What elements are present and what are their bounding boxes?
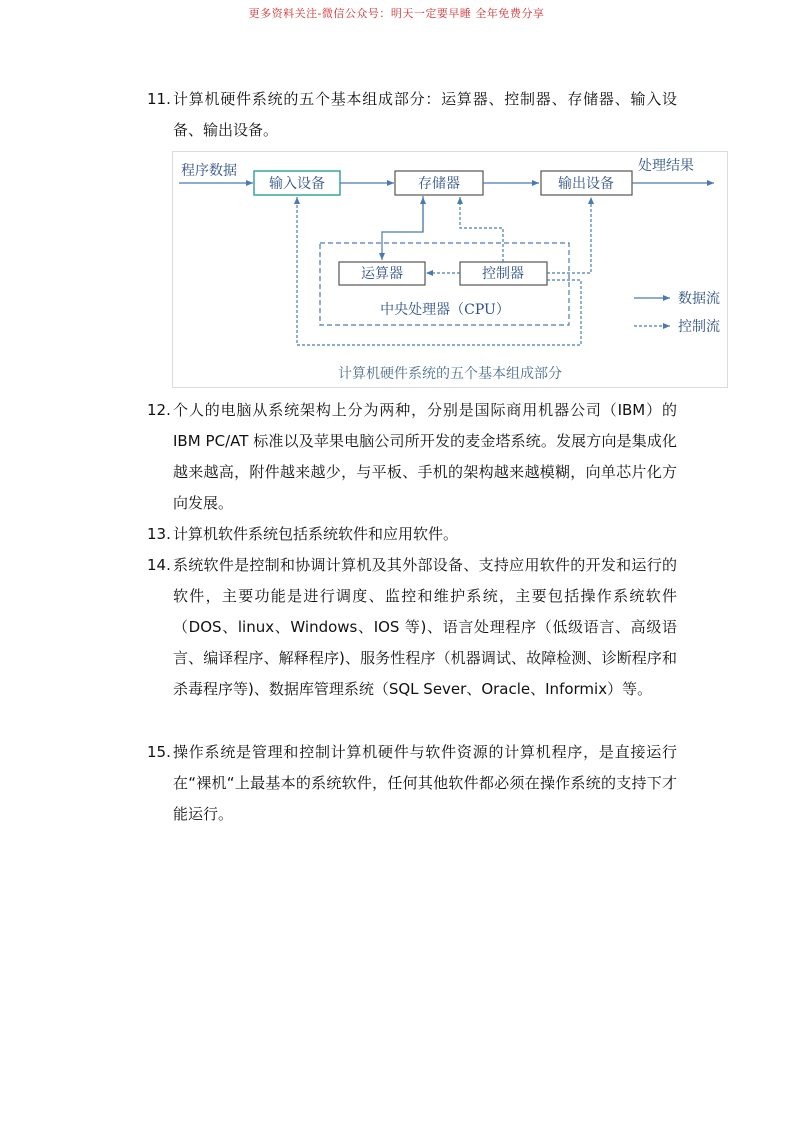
controller-label: 控制器	[482, 266, 524, 282]
item-number: 12.	[147, 401, 171, 419]
item-text: 计算机硬件系统的五个基本组成部分：运算器、控制器、存储器、输入设备、输出设备。	[173, 90, 677, 139]
input-device-label: 输入设备	[269, 176, 325, 192]
item-text: 个人的电脑从系统架构上分为两种，分别是国际商用机器公司（IBM）的 IBM PC/AT 标准以及苹果电脑公司所开发的麦金塔系统。发展方向是集成化越来越高，附件越来越少，与平板、手机的架构越来越模糊，向单芯片化方向发展。	[173, 401, 677, 512]
item-text: 系统软件是控制和协调计算机及其外部设备、支持应用软件的开发和运行的软件，主要功能是进行调度、监控和维护系统，主要包括操作系统软件（DOS、linux、Windows、IOS 等)、语言处理程序（低级语言、高级语言、编译程序、解释程序)、服务性程序（机器调试、故障检测、诊断程序和杀毒程序等)、数据库管理系统（SQL Sever、Oracle、Informix）等。	[173, 556, 677, 698]
hardware-diagram	[172, 151, 728, 388]
diagram-svg	[173, 152, 727, 387]
memory-to-alu-arrow	[382, 196, 423, 260]
legend-control-label: 控制流	[678, 319, 720, 335]
item-number: 13.	[147, 525, 171, 543]
legend-data-label: 数据流	[678, 291, 720, 307]
item-number: 14.	[147, 556, 171, 574]
item-number: 11.	[147, 90, 171, 108]
controller-to-memory-arrow	[460, 197, 503, 262]
item-number: 15.	[147, 743, 171, 761]
list-item	[147, 550, 677, 705]
item-text: 计算机软件系统包括系统软件和应用软件。	[173, 525, 459, 543]
input-label: 程序数据	[181, 163, 237, 179]
list-item	[147, 395, 677, 519]
header-banner: 更多资料关注-微信公众号：明天一定要早睡 全年免费分享	[248, 7, 545, 20]
memory-label: 存储器	[418, 176, 460, 192]
diagram-caption: 计算机硬件系统的五个基本组成部分	[338, 366, 562, 382]
list-item	[147, 519, 677, 550]
output-device-label: 输出设备	[558, 176, 614, 192]
output-label: 处理结果	[638, 158, 694, 174]
list-item	[147, 84, 677, 146]
list-item	[147, 737, 677, 830]
item-text: 操作系统是管理和控制计算机硬件与软件资源的计算机程序，是直接运行在“裸机“上最基本的系统软件，任何其他软件都必须在操作系统的支持下才能运行。	[173, 743, 677, 823]
alu-label: 运算器	[361, 266, 403, 282]
cpu-label: 中央处理器（CPU）	[380, 302, 510, 318]
